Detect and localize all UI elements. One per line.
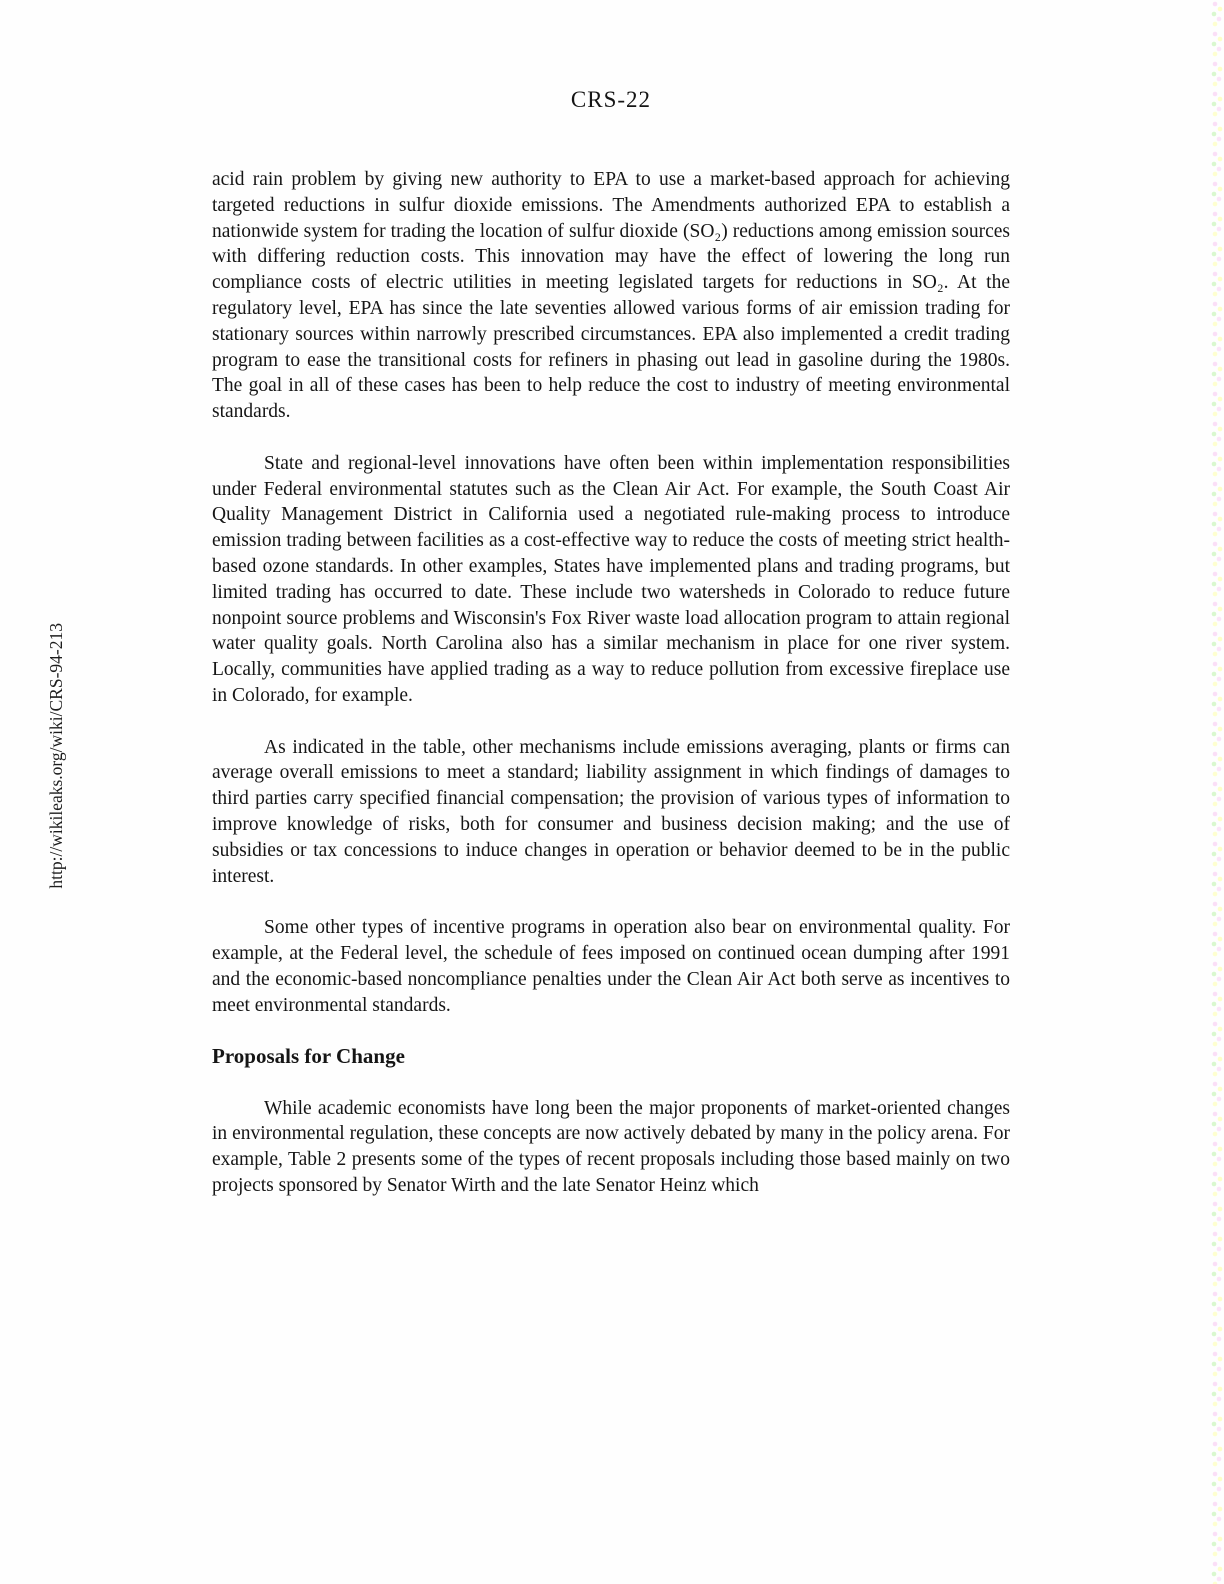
section-heading-proposals-for-change: Proposals for Change xyxy=(212,1044,405,1069)
page-number-header: CRS-22 xyxy=(570,87,652,112)
paragraph-other-mechanisms: As indicated in the table, other mechanisms include emissions averaging, plants or firms can average overall emissions to meet a standard; liability assignment in which findings of damages to third parties carry specified financial compensation; the provision of various types of information to improve knowledge of risks, both for consumer and business decision making; and the use of subsidies or tax concessions to induce changes in operation or behavior deemed to be in the public interest. xyxy=(212,736,1010,887)
scan-edge-speck-pattern xyxy=(1209,0,1224,1584)
paragraph-incentive-programs: Some other types of incentive programs in operation also bear on environmental quality. For example, at the Federal level, the schedule of fees imposed on continued ocean dumping after 1991 and the economic-based noncompliance penalties under the Clean Air Act both serve as incentives to meet environmental standards. xyxy=(212,917,1010,1016)
paragraph-acid-rain: acid rain problem by giving new authority to EPA to use a market-based approach for achieving targeted reductions in sulfur dioxide emissions. The Amendments authorized EPA to establish a nationwide system for trading the location of sulfur dioxide (SO₂) reductions among emission sources with differing reduction costs. This innovation may have the effect of lowering the long run compliance costs of electric utilities in meeting legislated targets for reductions in SO₂. At the regulatory level, EPA has since the late seventies allowed various forms of air emission trading for stationary sources within narrowly prescribed circumstances. EPA also implemented a credit trading program to ease the transitional costs for refiners in phasing out lead in gasoline during the 1980s. The goal in all of these cases has been to help reduce the cost to industry of meeting environmental standards. xyxy=(212,169,1010,423)
paragraph-state-regional-innovations: State and regional-level innovations have often been within implementation responsibilities under Federal environmental statutes such as the Clean Air Act. For example, the South Coast Air Quality Management District in California used a negotiated rule-making process to introduce emission trading between facilities as a cost-effective way to reduce the costs of meeting strict health-based ozone standards. In other examples, States have implemented plans and trading programs, but limited trading has occurred to date. These include two watersheds in Colorado to reduce future nonpoint source problems and Wisconsin's Fox River waste load allocation program to attain regional water quality goals. North Carolina also has a similar mechanism in place for one river system. Locally, communities have applied trading as a way to reduce pollution from excessive fireplace use in Colorado, for example. xyxy=(212,452,1010,706)
document-body xyxy=(212,167,1010,1225)
wikileaks-url-text: http://wikileaks.org/wiki/CRS-94-213 xyxy=(46,623,66,889)
gutter-watermark xyxy=(46,588,67,924)
paragraph-while-academic-economists: While academic economists have long been the major proponents of market-oriented changes in environmental regulation, these concepts are now actively debated by many in the policy arena. For example, Table 2 presents some of the types of recent proposals including those based mainly on two projects sponsored by Senator Wirth and the late Senator Heinz which xyxy=(212,1097,1010,1197)
